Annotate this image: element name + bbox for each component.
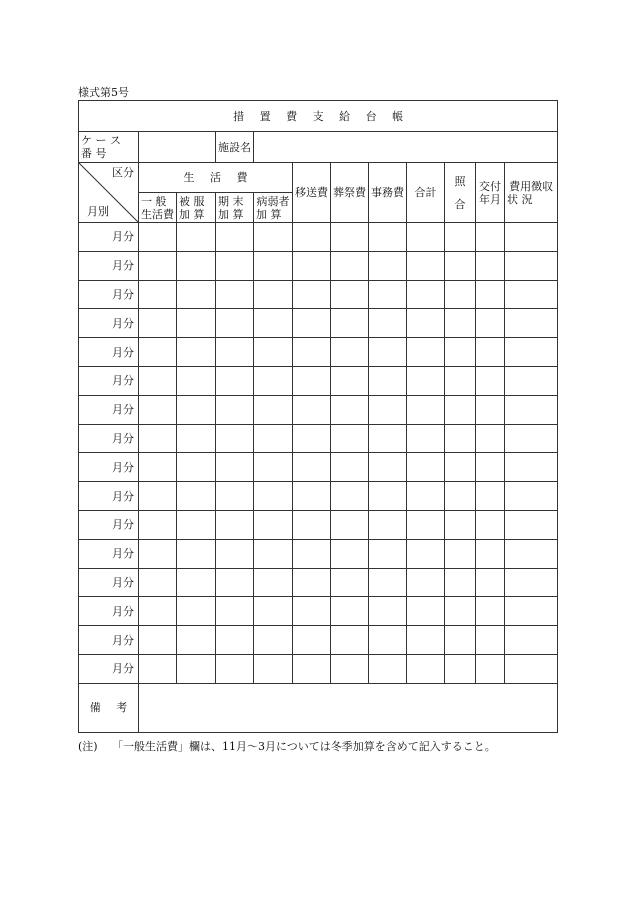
entry-cell[interactable] [476, 568, 505, 597]
entry-cell[interactable] [177, 539, 216, 568]
entry-cell[interactable] [369, 366, 407, 395]
entry-cell[interactable] [177, 654, 216, 683]
entry-cell[interactable] [293, 453, 331, 482]
entry-cell[interactable] [505, 626, 558, 655]
entry-cell[interactable] [445, 539, 476, 568]
entry-cell[interactable] [139, 251, 177, 280]
entry-cell[interactable] [445, 654, 476, 683]
entry-cell[interactable] [139, 366, 177, 395]
entry-cell[interactable] [369, 654, 407, 683]
entry-cell[interactable] [216, 251, 254, 280]
entry-cell[interactable] [139, 510, 177, 539]
entry-cell[interactable] [331, 626, 369, 655]
month-label: 月分 [79, 280, 139, 309]
entry-cell[interactable] [476, 482, 505, 511]
entry-cell[interactable] [216, 309, 254, 338]
entry-cell[interactable] [216, 453, 254, 482]
entry-cell[interactable] [476, 626, 505, 655]
entry-cell[interactable] [407, 251, 445, 280]
collection-header [505, 163, 558, 223]
entry-cell[interactable] [331, 251, 369, 280]
month-label: 月分 [79, 251, 139, 280]
entry-cell[interactable] [139, 309, 177, 338]
table-row [79, 338, 558, 367]
entry-cell[interactable] [505, 424, 558, 453]
case-number-label [79, 132, 139, 163]
table-row [79, 453, 558, 482]
entry-cell[interactable] [216, 482, 254, 511]
entry-cell[interactable] [445, 453, 476, 482]
entry-cell[interactable] [216, 280, 254, 309]
entry-cell[interactable] [177, 424, 216, 453]
entry-cell[interactable] [139, 539, 177, 568]
entry-cell[interactable] [369, 568, 407, 597]
entry-cell[interactable] [254, 309, 293, 338]
entry-cell[interactable] [505, 366, 558, 395]
entry-cell[interactable] [407, 223, 445, 252]
sub-header-line1: 一 般 [141, 194, 167, 208]
entry-cell[interactable] [293, 597, 331, 626]
entry-cell[interactable] [476, 453, 505, 482]
facility-name-field[interactable] [254, 132, 558, 163]
entry-cell[interactable] [505, 395, 558, 424]
entry-cell[interactable] [476, 510, 505, 539]
entry-cell[interactable] [177, 597, 216, 626]
case-number-field[interactable] [139, 132, 216, 163]
entry-cell[interactable] [505, 280, 558, 309]
table-row [79, 280, 558, 309]
entry-cell[interactable] [293, 654, 331, 683]
table-row [79, 568, 558, 597]
entry-cell[interactable] [254, 539, 293, 568]
general-living-header [139, 193, 177, 223]
entry-cell[interactable] [331, 597, 369, 626]
entry-cell[interactable] [331, 568, 369, 597]
table-row [79, 395, 558, 424]
sub-header-line1: 病弱者 [256, 194, 290, 208]
transport-header: 移送費 [293, 163, 331, 223]
entry-cell[interactable] [407, 597, 445, 626]
case-label-line1: ケ ー ス [81, 134, 121, 147]
entry-cell[interactable] [331, 510, 369, 539]
sub-header-line2: 加 算 [218, 207, 244, 221]
entry-cell[interactable] [369, 338, 407, 367]
entry-cell[interactable] [216, 510, 254, 539]
entry-cell[interactable] [476, 424, 505, 453]
entry-cell[interactable] [216, 424, 254, 453]
month-label: 月分 [79, 568, 139, 597]
entry-cell[interactable] [293, 482, 331, 511]
form-number: 様式第5号 [78, 86, 129, 99]
entry-cell[interactable] [445, 597, 476, 626]
entry-cell[interactable] [407, 366, 445, 395]
entry-cell[interactable] [293, 626, 331, 655]
entry-cell[interactable] [293, 251, 331, 280]
entry-cell[interactable] [254, 568, 293, 597]
sub-header-line2: 生活費 [141, 207, 174, 221]
table-row [79, 251, 558, 280]
entry-cell[interactable] [293, 366, 331, 395]
entry-cell[interactable] [369, 223, 407, 252]
entry-cell[interactable] [407, 309, 445, 338]
month-label: 月分 [79, 597, 139, 626]
month-rows [79, 223, 558, 684]
delivery-line2: 年月 [479, 192, 501, 206]
entry-cell[interactable] [331, 338, 369, 367]
entry-cell[interactable] [407, 280, 445, 309]
entry-cell[interactable] [369, 309, 407, 338]
table-row [79, 366, 558, 395]
funeral-header: 葬祭費 [331, 163, 369, 223]
entry-cell[interactable] [254, 338, 293, 367]
clothing-addition-header [177, 193, 216, 223]
sub-header-line1: 被 服 [179, 194, 205, 208]
table-row [79, 424, 558, 453]
entry-cell[interactable] [254, 251, 293, 280]
term-end-addition-header [216, 193, 254, 223]
entry-cell[interactable] [177, 309, 216, 338]
entry-cell[interactable] [216, 626, 254, 655]
table-row [79, 626, 558, 655]
entry-cell[interactable] [216, 223, 254, 252]
entry-cell[interactable] [407, 510, 445, 539]
entry-cell[interactable] [254, 597, 293, 626]
remarks-label: 備 考 [79, 683, 139, 732]
entry-cell[interactable] [177, 482, 216, 511]
table-row [79, 510, 558, 539]
month-label: 月分 [79, 395, 139, 424]
entry-cell[interactable] [445, 280, 476, 309]
office-header: 事務費 [369, 163, 407, 223]
entry-cell[interactable] [293, 338, 331, 367]
entry-cell[interactable] [216, 338, 254, 367]
sub-header-line1: 期 末 [218, 194, 244, 208]
entry-cell[interactable] [177, 251, 216, 280]
entry-cell[interactable] [505, 539, 558, 568]
getsubetsu-label: 月別 [87, 205, 109, 218]
entry-cell[interactable] [139, 424, 177, 453]
entry-cell[interactable] [369, 251, 407, 280]
entry-cell[interactable] [476, 338, 505, 367]
entry-cell[interactable] [254, 626, 293, 655]
entry-cell[interactable] [505, 597, 558, 626]
entry-cell[interactable] [369, 597, 407, 626]
entry-cell[interactable] [139, 453, 177, 482]
entry-cell[interactable] [139, 654, 177, 683]
month-label: 月分 [79, 510, 139, 539]
month-label: 月分 [79, 482, 139, 511]
entry-cell[interactable] [476, 223, 505, 252]
entry-cell[interactable] [476, 654, 505, 683]
entry-cell[interactable] [505, 654, 558, 683]
entry-cell[interactable] [369, 395, 407, 424]
ledger-title: 措 置 費 支 給 台 帳 [79, 101, 558, 132]
entry-cell[interactable] [293, 568, 331, 597]
verify-line2: 合 [454, 197, 466, 211]
entry-cell[interactable] [293, 424, 331, 453]
entry-cell[interactable] [407, 395, 445, 424]
entry-cell[interactable] [139, 482, 177, 511]
entry-cell[interactable] [216, 568, 254, 597]
ledger-table [78, 100, 558, 733]
month-label: 月分 [79, 453, 139, 482]
entry-cell[interactable] [445, 309, 476, 338]
entry-cell[interactable] [216, 395, 254, 424]
note-prefix: (注) [78, 740, 98, 753]
entry-cell[interactable] [293, 539, 331, 568]
sub-header-line2: 加 算 [256, 207, 282, 221]
sub-header-line2: 加 算 [179, 207, 205, 221]
entry-cell[interactable] [177, 626, 216, 655]
entry-cell[interactable] [505, 223, 558, 252]
entry-cell[interactable] [407, 568, 445, 597]
entry-cell[interactable] [505, 453, 558, 482]
entry-cell[interactable] [369, 626, 407, 655]
entry-cell[interactable] [331, 539, 369, 568]
collection-line2: 状 況 [507, 192, 533, 206]
entry-cell[interactable] [254, 424, 293, 453]
entry-cell[interactable] [331, 453, 369, 482]
entry-cell[interactable] [445, 338, 476, 367]
entry-cell[interactable] [216, 597, 254, 626]
entry-cell[interactable] [139, 280, 177, 309]
entry-cell[interactable] [407, 539, 445, 568]
entry-cell[interactable] [254, 510, 293, 539]
entry-cell[interactable] [216, 539, 254, 568]
entry-cell[interactable] [369, 482, 407, 511]
entry-cell[interactable] [505, 568, 558, 597]
entry-cell[interactable] [445, 626, 476, 655]
entry-cell[interactable] [331, 280, 369, 309]
entry-cell[interactable] [293, 309, 331, 338]
kubun-label: 区分 [112, 166, 134, 179]
note-text: 「一般生活費」欄は、11月〜3月については冬季加算を含めて記入すること。 [112, 740, 496, 753]
entry-cell[interactable] [445, 510, 476, 539]
total-header: 合計 [407, 163, 445, 223]
entry-cell[interactable] [254, 654, 293, 683]
entry-cell[interactable] [445, 251, 476, 280]
entry-cell[interactable] [293, 395, 331, 424]
entry-cell[interactable] [331, 223, 369, 252]
facility-label: 施設名 [216, 132, 254, 163]
verify-header [445, 163, 476, 223]
entry-cell[interactable] [445, 223, 476, 252]
month-label: 月分 [79, 366, 139, 395]
remarks-field[interactable] [139, 683, 558, 732]
entry-cell[interactable] [177, 568, 216, 597]
verify-line1: 照 [454, 174, 466, 188]
entry-cell[interactable] [331, 424, 369, 453]
entry-cell[interactable] [293, 510, 331, 539]
entry-cell[interactable] [369, 424, 407, 453]
entry-cell[interactable] [505, 309, 558, 338]
entry-cell[interactable] [407, 626, 445, 655]
entry-cell[interactable] [369, 539, 407, 568]
entry-cell[interactable] [407, 424, 445, 453]
table-row [79, 539, 558, 568]
entry-cell[interactable] [331, 309, 369, 338]
entry-cell[interactable] [331, 654, 369, 683]
entry-cell[interactable] [505, 251, 558, 280]
diagonal-header-cell [79, 163, 139, 223]
entry-cell[interactable] [445, 482, 476, 511]
entry-cell[interactable] [505, 482, 558, 511]
entry-cell[interactable] [177, 366, 216, 395]
entry-cell[interactable] [177, 280, 216, 309]
entry-cell[interactable] [139, 568, 177, 597]
entry-cell[interactable] [293, 280, 331, 309]
entry-cell[interactable] [254, 482, 293, 511]
entry-cell[interactable] [216, 654, 254, 683]
delivery-line1: 交付 [479, 179, 501, 193]
month-label: 月分 [79, 539, 139, 568]
entry-cell[interactable] [505, 510, 558, 539]
entry-cell[interactable] [139, 338, 177, 367]
entry-cell[interactable] [254, 395, 293, 424]
entry-cell[interactable] [369, 280, 407, 309]
entry-cell[interactable] [331, 395, 369, 424]
month-label: 月分 [79, 654, 139, 683]
entry-cell[interactable] [407, 338, 445, 367]
entry-cell[interactable] [139, 597, 177, 626]
entry-cell[interactable] [445, 424, 476, 453]
entry-cell[interactable] [139, 626, 177, 655]
entry-cell[interactable] [254, 453, 293, 482]
entry-cell[interactable] [254, 366, 293, 395]
month-label: 月分 [79, 424, 139, 453]
table-row [79, 309, 558, 338]
entry-cell[interactable] [445, 568, 476, 597]
entry-cell[interactable] [476, 251, 505, 280]
entry-cell[interactable] [407, 453, 445, 482]
entry-cell[interactable] [331, 482, 369, 511]
entry-cell[interactable] [177, 510, 216, 539]
entry-cell[interactable] [254, 280, 293, 309]
month-label: 月分 [79, 309, 139, 338]
entry-cell[interactable] [139, 223, 177, 252]
entry-cell[interactable] [331, 366, 369, 395]
entry-cell[interactable] [139, 395, 177, 424]
entry-cell[interactable] [216, 366, 254, 395]
entry-cell[interactable] [177, 453, 216, 482]
table-row [79, 482, 558, 511]
entry-cell[interactable] [505, 338, 558, 367]
entry-cell[interactable] [445, 395, 476, 424]
table-row [79, 597, 558, 626]
entry-cell[interactable] [177, 395, 216, 424]
entry-cell[interactable] [369, 510, 407, 539]
footnote [78, 738, 496, 754]
entry-cell[interactable] [177, 223, 216, 252]
entry-cell[interactable] [293, 223, 331, 252]
collection-line1: 費用徴収 [509, 179, 554, 193]
case-label-line2: 番 号 [81, 147, 107, 160]
entry-cell[interactable] [407, 654, 445, 683]
entry-cell[interactable] [476, 309, 505, 338]
month-label: 月分 [79, 223, 139, 252]
entry-cell[interactable] [476, 280, 505, 309]
entry-cell[interactable] [476, 366, 505, 395]
delivery-header [476, 163, 505, 223]
entry-cell[interactable] [369, 453, 407, 482]
entry-cell[interactable] [254, 223, 293, 252]
infirm-addition-header [254, 193, 293, 223]
entry-cell[interactable] [407, 482, 445, 511]
entry-cell[interactable] [476, 395, 505, 424]
month-label: 月分 [79, 338, 139, 367]
table-row [79, 654, 558, 683]
entry-cell[interactable] [476, 539, 505, 568]
entry-cell[interactable] [445, 366, 476, 395]
entry-cell[interactable] [476, 597, 505, 626]
entry-cell[interactable] [177, 338, 216, 367]
table-row [79, 223, 558, 252]
month-label: 月分 [79, 626, 139, 655]
living-expense-header: 生 活 費 [139, 163, 293, 193]
